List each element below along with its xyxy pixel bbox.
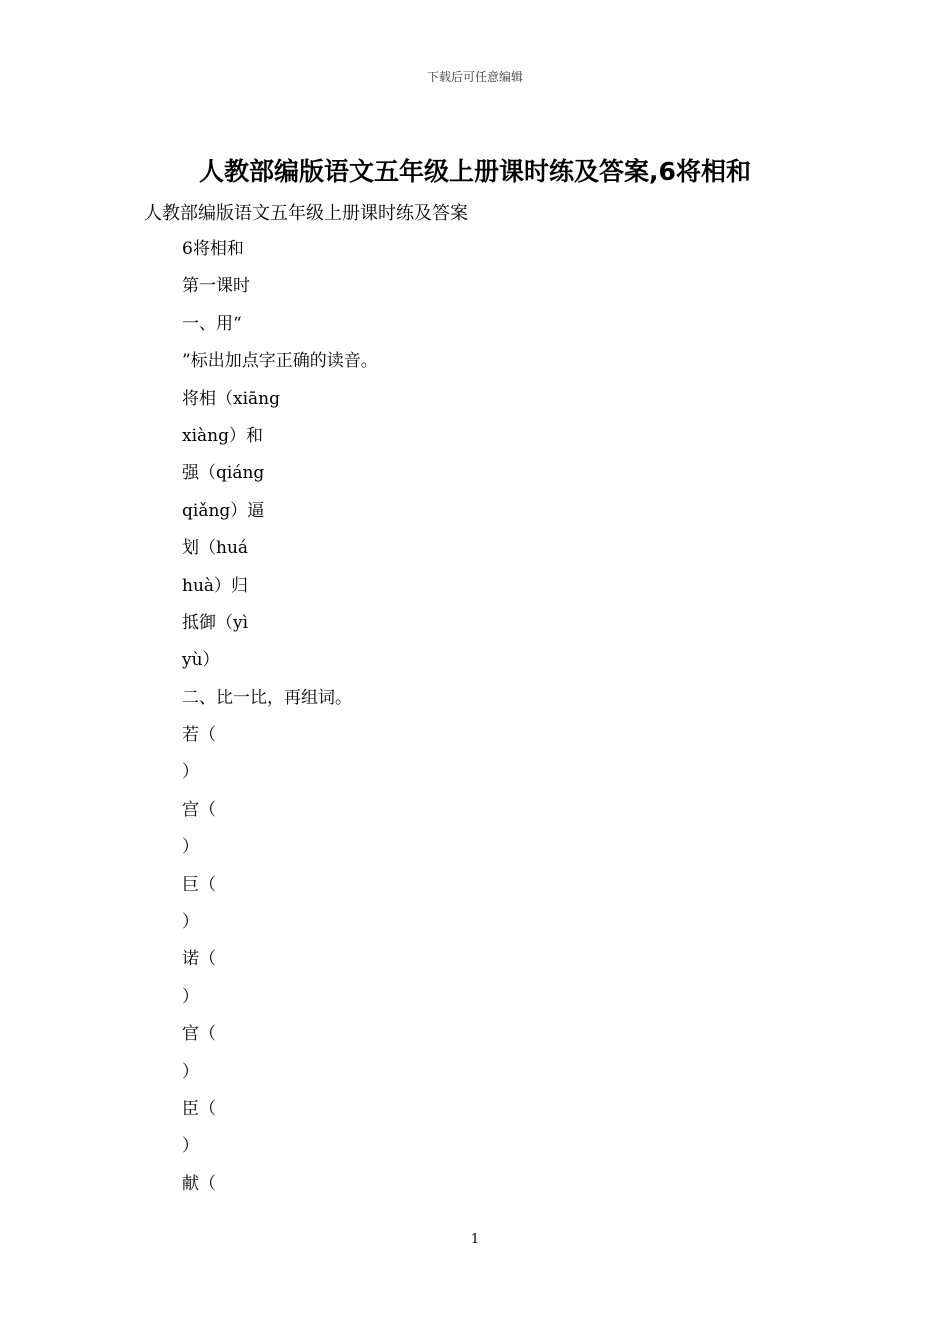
- body-line: ”标出加点字正确的读音。: [182, 351, 378, 372]
- body-line: 巨（: [182, 874, 216, 895]
- document-title: 人教部编版语文五年级上册课时练及答案,6将相和: [199, 157, 751, 186]
- body-line: 若（: [182, 725, 216, 746]
- body-line: 抵御（yì: [182, 612, 249, 633]
- body-line: qiǎng）逼: [182, 500, 265, 521]
- body-line: 将相（xiāng: [182, 388, 280, 409]
- body-line: ）: [182, 1136, 199, 1157]
- body-line: 一、用“: [182, 313, 242, 334]
- body-line: 第一课时: [182, 276, 250, 297]
- page-number: 1: [470, 1232, 480, 1247]
- body-line: ）: [182, 986, 199, 1007]
- page-header: 下载后可任意编辑: [426, 70, 523, 84]
- body-line: ）: [182, 837, 199, 858]
- body-line: xiàng）和: [182, 425, 263, 446]
- body-line: huà）归: [182, 575, 249, 596]
- body-line: 强（qiáng: [182, 463, 265, 484]
- body-line: 宫（: [182, 799, 216, 820]
- document-subtitle: 人教部编版语文五年级上册课时练及答案: [144, 203, 468, 224]
- body-line: 官（: [182, 1024, 216, 1045]
- body-line: ）: [182, 762, 199, 783]
- body-line: 划（huá: [182, 538, 249, 559]
- body-lines: [182, 237, 802, 1209]
- body-line: 诺（: [182, 949, 216, 970]
- body-line: 献（: [182, 1173, 216, 1194]
- body-line: 6将相和: [182, 239, 244, 259]
- body-line: ）: [182, 1061, 199, 1082]
- body-line: 二、比一比，再组词。: [182, 687, 352, 708]
- body-line: ）: [182, 912, 199, 933]
- body-line: yù）: [182, 650, 220, 671]
- body-line: 臣（: [182, 1098, 216, 1119]
